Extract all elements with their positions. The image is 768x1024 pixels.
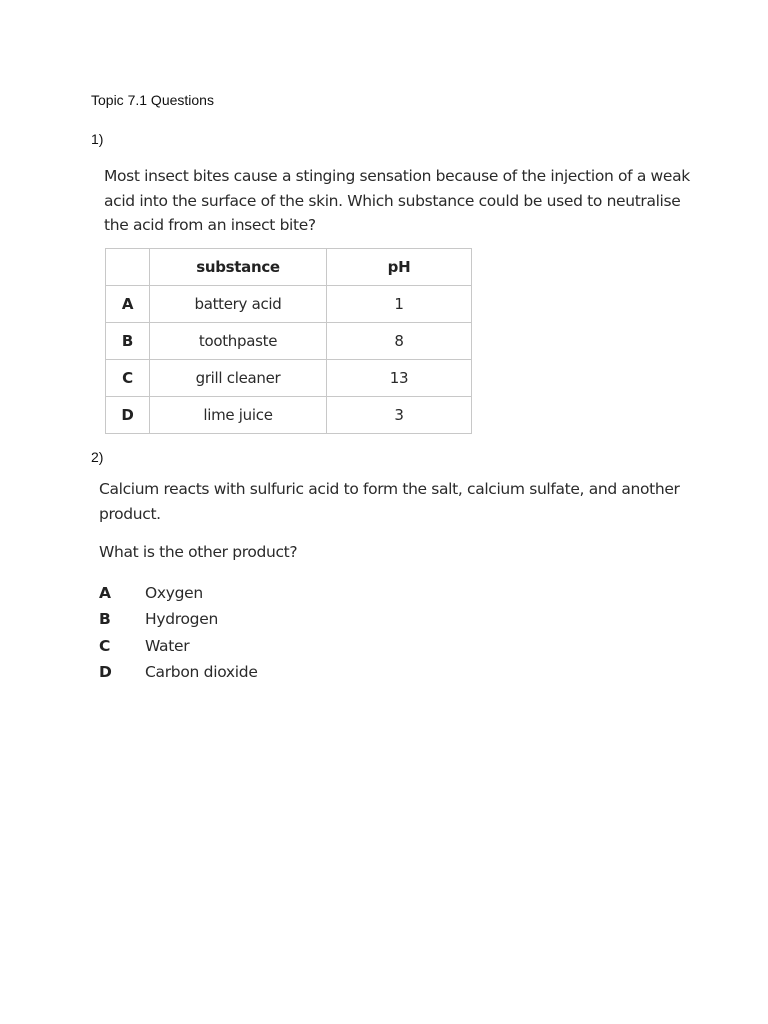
table-row [106, 286, 472, 323]
option-text: Water [145, 636, 190, 655]
document-title: Topic 7.1 Questions [91, 92, 214, 108]
row-letter: B [106, 323, 150, 360]
option-letter: D [99, 663, 112, 682]
table-header-row [106, 249, 472, 286]
answer-option-a [99, 580, 258, 606]
row-ph: 1 [327, 286, 472, 323]
row-substance: lime juice [150, 397, 327, 434]
option-letter: C [99, 636, 111, 655]
row-ph: 3 [327, 397, 472, 434]
row-ph: 8 [327, 323, 472, 360]
answer-options [99, 580, 258, 685]
table-row [106, 397, 472, 434]
question-1-text: Most insect bites cause a stinging sensation because of the injection of a weak acid into the surface of the skin. Which substance could be used to neutralise the acid from an insect bite? [104, 167, 690, 234]
answer-option-b [99, 606, 258, 632]
row-substance: toothpaste [150, 323, 327, 360]
table-header-letter [106, 249, 150, 286]
option-text: Hydrogen [145, 610, 218, 629]
table-row [106, 360, 472, 397]
substance-ph-table [105, 248, 472, 434]
row-letter: C [106, 360, 150, 397]
option-text: Carbon dioxide [145, 663, 258, 682]
option-letter: B [99, 610, 111, 629]
question-2-number: 2) [91, 449, 104, 465]
question-2-prompt: What is the other product? [99, 543, 298, 561]
row-substance: battery acid [150, 286, 327, 323]
question-2-text: Calcium reacts with sulfuric acid to form the salt, calcium sulfate, and another product. [99, 480, 680, 523]
option-text: Oxygen [145, 584, 203, 603]
row-substance: grill cleaner [150, 360, 327, 397]
table-header-ph: pH [327, 249, 472, 286]
row-letter: A [106, 286, 150, 323]
question-1-number: 1) [91, 131, 104, 147]
option-letter: A [99, 584, 111, 603]
table-row [106, 323, 472, 360]
answer-option-d [99, 659, 258, 685]
row-ph: 13 [327, 360, 472, 397]
table-header-substance: substance [150, 249, 327, 286]
row-letter: D [106, 397, 150, 434]
answer-option-c [99, 633, 258, 659]
